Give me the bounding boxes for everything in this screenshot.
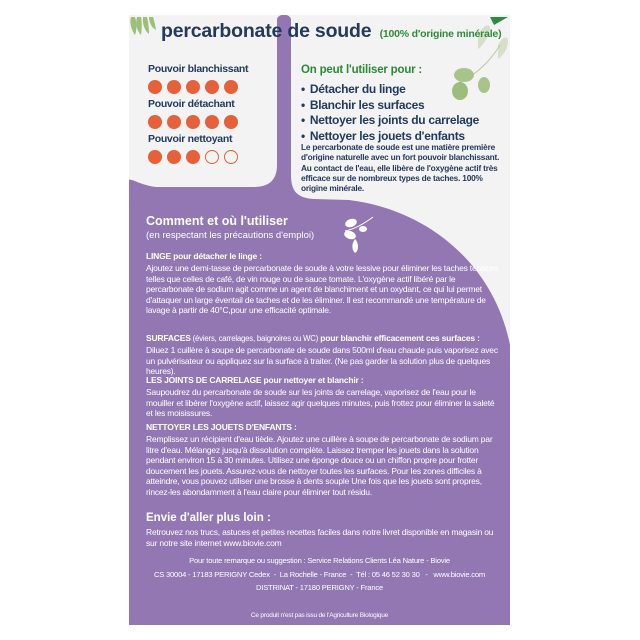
leaf-decoration-icon [129, 15, 157, 39]
rating-dots [148, 150, 248, 164]
dot-filled-icon [167, 115, 181, 129]
section-heading: LES JOINTS DE CARRELAGE pour nettoyer et blanchir : [146, 375, 364, 385]
further-title: Envie d'aller plus loin : [146, 512, 271, 524]
how-to-use-subtitle: (en respectant les précautions d'emploi) [146, 230, 315, 241]
uses-panel [301, 64, 479, 144]
dot-filled-icon [148, 115, 162, 129]
dot-filled-icon [167, 150, 181, 164]
section-text: Ajoutez une demi-tasse de percarbonate de soude à votre lessive pour éliminer les taches tenaces telles que celles de café, de vin rouge ou de sauce tomate. L'oxygène actif libéré par le percarbonate de sodium agit comme un agent de blanchiment et un oxydant, ce qui lui permet d'attaquer un large éventail de taches et de les éliminer. Il est recommandé une température de lavage à partir de 40°C,pour une efficacité optimale. [146, 263, 499, 316]
olive-branch-white-icon [341, 215, 375, 255]
product-description: Le percarbonate de soude est une matière première d'origine naturelle avec un fort pouvoir blanchissant. Au contact de l'eau, elle libère de l'oxygène actif très efficace sur de nombreux types de taches. 100% origine minérale. [301, 142, 500, 194]
how-to-use-title: Comment et où l'utiliser [146, 214, 288, 228]
uses-title: On peut l'utiliser pour : [301, 64, 423, 76]
product-name: percarbonate de soude [161, 20, 372, 42]
dot-filled-icon [186, 150, 200, 164]
section-laundry [146, 251, 501, 316]
rating-cleaning [148, 133, 248, 164]
rating-whitening [148, 63, 248, 94]
section-heading-note: (éviers, carrelages, baignoires ou WC) [190, 334, 319, 343]
section-heading: LINGE pour détacher le linge : [146, 251, 262, 261]
dot-filled-icon [224, 115, 238, 129]
ratings-panel [148, 63, 248, 168]
contact-line: Pour toute remarque ou suggestion : Service Relations Clients Léa Nature - Biovie [189, 556, 450, 565]
contact-line: DISTRINAT - 17180 PERIGNY - France [256, 583, 383, 592]
product-title [161, 20, 501, 43]
organic-notice: Ce produit n'est pas issu de l'Agriculture Biologique [250, 612, 389, 619]
dot-filled-icon [205, 115, 219, 129]
contact-info [129, 554, 510, 595]
section-tile-joints [146, 375, 501, 419]
product-subtitle: (100% d'origine minérale) [379, 28, 502, 40]
dot-filled-icon [148, 150, 162, 164]
uses-item: • Nettoyer les joints du carrelage [301, 113, 479, 129]
dot-filled-icon [186, 115, 200, 129]
dot-filled-icon [224, 80, 238, 94]
dot-filled-icon [167, 80, 181, 94]
uses-item: • Détacher du linge [301, 82, 479, 98]
rating-label: Pouvoir détachant [148, 98, 235, 110]
section-text: Saupoudrez du percarbonate de soude sur les joints de carrelage, vaporisez de l'eau pour le mouiller et libérer l'oxygène actif, laissez agir quelques minutes, puis frottez pour éliminer la saleté et les moisissures. [146, 387, 495, 419]
rating-dots [148, 115, 248, 129]
contact-line: CS 30004 - 17183 PERIGNY Cedex - La Rochelle - France - Tél : 05 46 52 30 30 - www.biovie.com [153, 569, 486, 579]
section-heading-tail: pour blanchir efficacement ces surfaces : [318, 333, 480, 343]
uses-item: • Nettoyer les jouets d'enfants [301, 129, 479, 145]
section-heading: NETTOYER LES JOUETS D'ENFANTS : [146, 422, 297, 432]
uses-list [301, 82, 479, 144]
rating-dots [148, 80, 248, 94]
rating-label: Pouvoir blanchissant [148, 63, 249, 75]
dot-filled-icon [148, 80, 162, 94]
section-heading-main: SURFACES [146, 333, 191, 343]
rating-stain-removal [148, 98, 248, 129]
dot-filled-icon [205, 80, 219, 94]
further-text: Retrouvez nos trucs, astuces et petites recettes faciles dans notre livret disponible en magasin ou sur notre site internet www.biovie.com [146, 527, 494, 548]
rating-label: Pouvoir nettoyant [148, 133, 233, 145]
section-heading [146, 333, 501, 344]
uses-item: • Blanchir les surfaces [301, 98, 479, 114]
dot-empty-icon [205, 150, 219, 164]
section-toys [146, 422, 501, 498]
section-surfaces [146, 333, 501, 377]
dot-empty-icon [224, 150, 238, 164]
product-label-card [129, 15, 510, 625]
section-text: Remplissez un récipient d'eau tiède. Ajoutez une cuillère à soupe de percarbonate de sodium par litre d'eau. Mélangez jusqu'à dissolution complète. Laissez tremper les jouets dans la solution pendant environ 15 à 30 minutes. Utilisez une éponge douce ou un chiffon propre pour frotter doucement les jouets. Assurez-vous de nettoyer toutes les surfaces. Pour les zones difficiles à atteindre, vous pouvez utiliser une brosse à dents souple Une fois que les jouets sont propres, rincez-les abondamment à l'eau claire pour éliminer tout résidu. [146, 434, 493, 497]
dot-filled-icon [186, 80, 200, 94]
section-text: Diluez 1 cuillère à soupe de percarbonate de soude dans 500ml d'eau chaude puis vaporisez avec un pulvérisateur ou appliquez sur la surface à traiter. (Ne pas garder la solution plus de quelques heures). [146, 345, 498, 377]
